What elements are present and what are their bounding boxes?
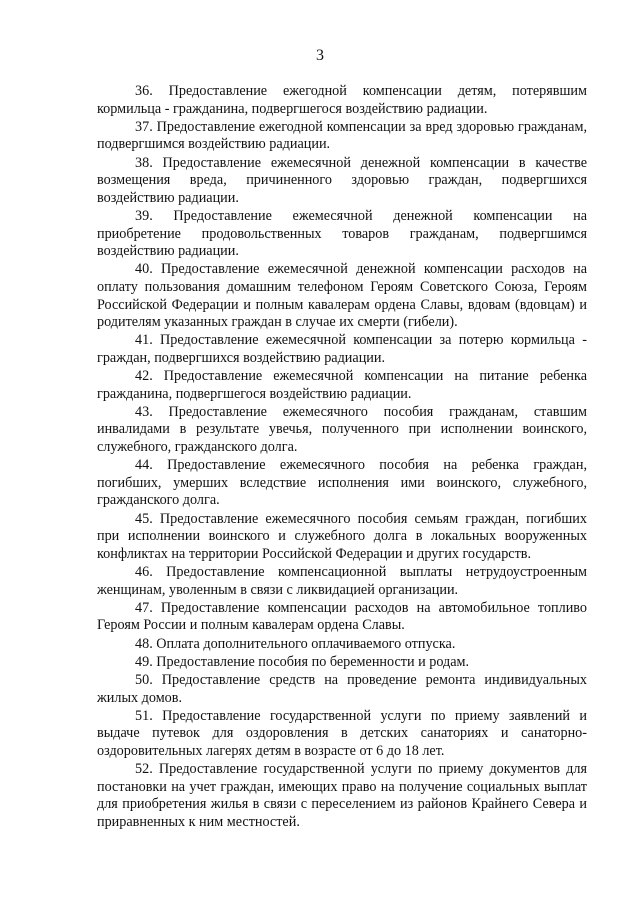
list-item: 41. Предоставление ежемесячной компенсации за потерю кормильца - граждан, подвергшихся воздействию радиации. xyxy=(97,332,587,366)
page-number: 3 xyxy=(316,47,324,64)
list-item: 36. Предоставление ежегодной компенсации детям, потерявшим кормильца - гражданина, подвергшегося воздействию радиации. xyxy=(97,83,587,117)
list-item: 47. Предоставление компенсации расходов на автомобильное топливо Героям России и полным кавалерам ордена Славы. xyxy=(97,599,587,634)
list-item: 51. Предоставление государственной услуги по приему заявлений и выдаче путевок для оздоровления в детских санаториях и санаторно-оздоровительных лагерях детям в возрасте от 6 до 18 лет. xyxy=(97,707,587,759)
list-item: 46. Предоставление компенсационной выплаты нетрудоустроенным женщинам, уволенным в связи с ликвидацией организации. xyxy=(97,563,587,598)
list-item: 37. Предоставление ежегодной компенсации за вред здоровью гражданам, подвергшимся воздействию радиации. xyxy=(97,118,587,153)
document-body xyxy=(97,83,587,831)
list-item: 43. Предоставление ежемесячного пособия гражданам, ставшим инвалидами в результате увечья, полученного при исполнении воинского, служебного, гражданского долга. xyxy=(97,403,587,456)
list-item: 39. Предоставление ежемесячной денежной компенсации на приобретение продовольственных товаров гражданам, подвергшимся воздействию радиации. xyxy=(97,207,587,260)
list-item: 42. Предоставление ежемесячной компенсации на питание ребенка гражданина, подвергшегося воздействию радиации. xyxy=(97,368,587,402)
list-item: 40. Предоставление ежемесячной денежной компенсации расходов на оплату пользования домашним телефоном Героям Советского Союза, Героям Российской Федерации и полным кавалерам ордена Славы, вдовам (вдовцам) и родителям указанных граждан в случае их смерти (гибели). xyxy=(97,261,587,331)
list-item: 38. Предоставление ежемесячной денежной компенсации в качестве возмещения вреда, причиненного здоровью граждан, подвергшихся воздействию радиации. xyxy=(97,154,587,206)
list-item: 48. Оплата дополнительного оплачиваемого отпуска. xyxy=(135,635,456,652)
list-item: 50. Предоставление средств на проведение ремонта индивидуальных жилых домов. xyxy=(97,671,587,706)
list-item: 49. Предоставление пособия по беременности и родам. xyxy=(135,653,470,670)
list-item: 45. Предоставление ежемесячного пособия семьям граждан, погибших при исполнении воинского и служебного долга в локальных вооруженных конфликтах на территории Российской Федерации и других государств. xyxy=(97,510,587,562)
list-item: 52. Предоставление государственной услуги по приему документов для постановки на учет граждан, имеющих право на получение социальных выплат для приобретения жилья в связи с переселением из районов Крайнего Севера и приравненных к ним местностей. xyxy=(97,761,587,830)
list-item: 44. Предоставление ежемесячного пособия на ребенка граждан, погибших, умерших вследствие исполнения ими воинского, служебного, гражданского долга. xyxy=(97,457,587,509)
